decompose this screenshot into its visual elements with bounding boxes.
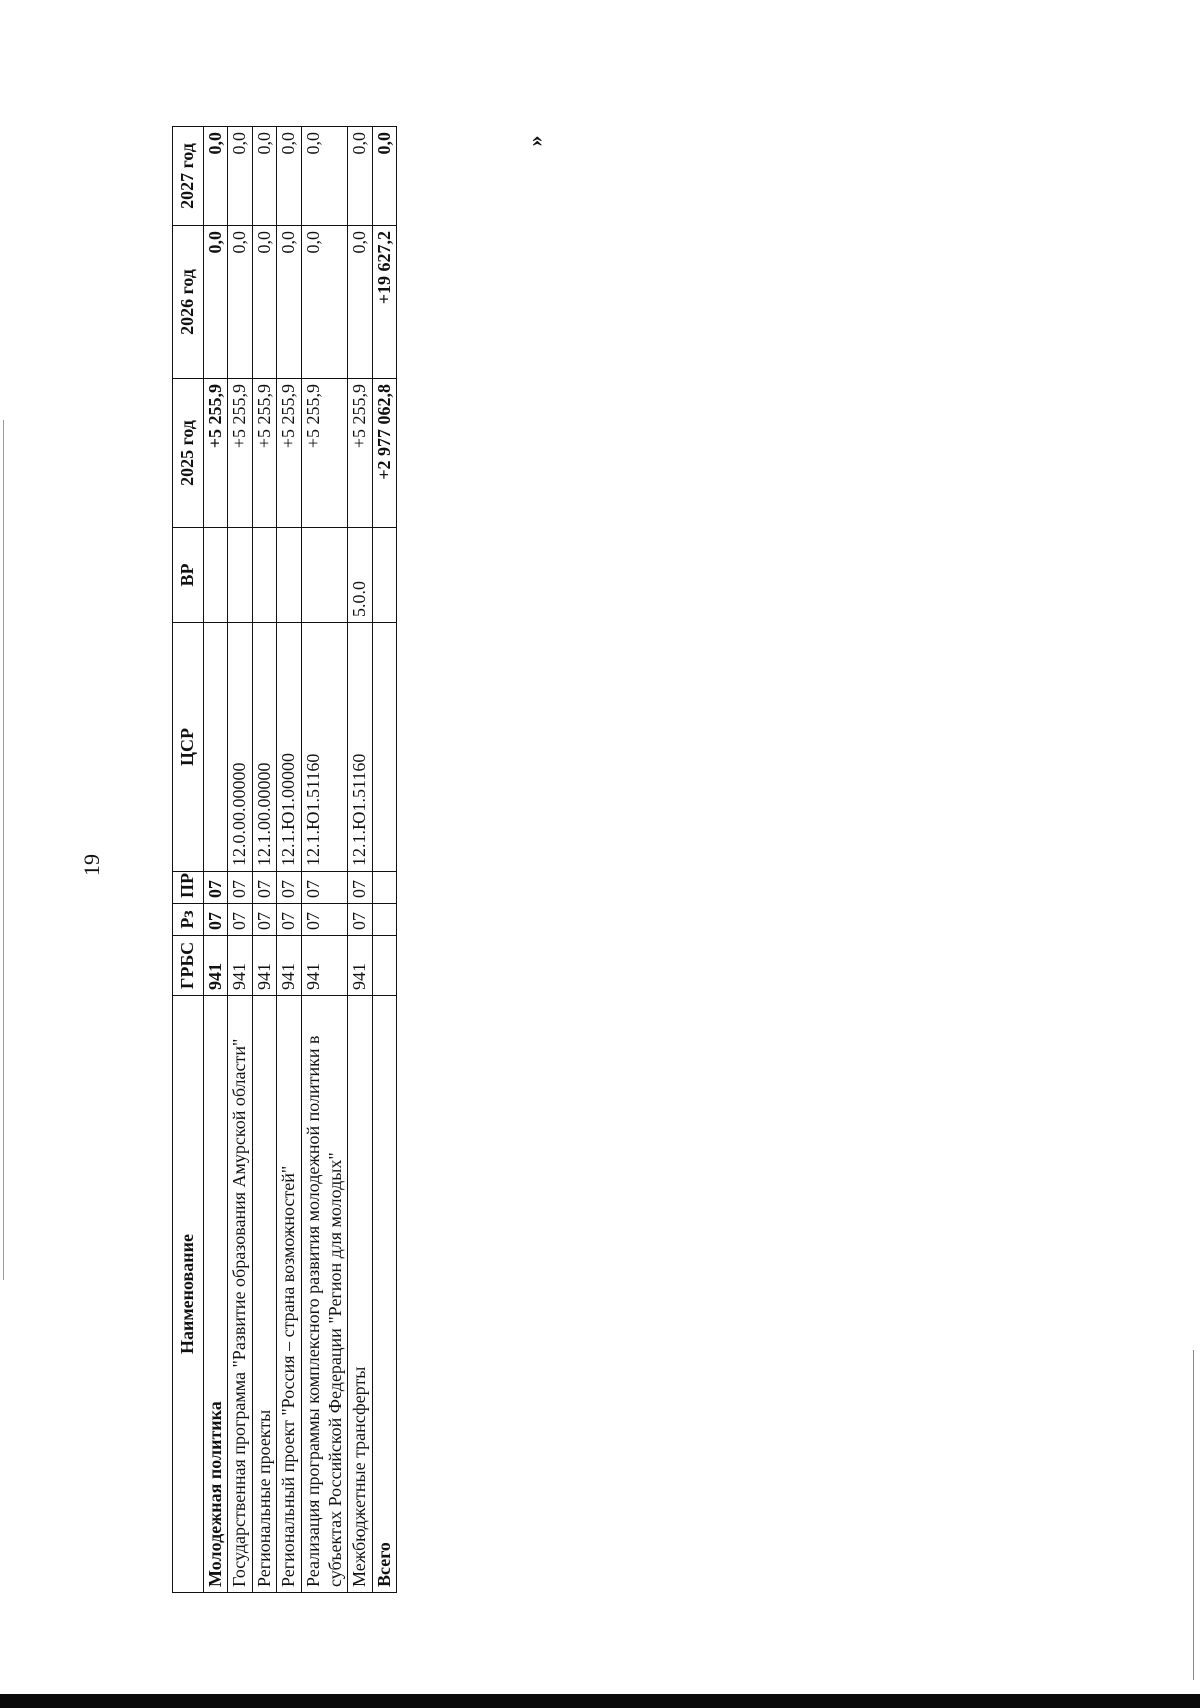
cell-rz: 07	[301, 904, 347, 936]
cell-grbs: 941	[277, 936, 302, 996]
cell-2026: +19 627,2	[372, 226, 397, 379]
cell-vr	[301, 528, 347, 623]
cell-pr: 07	[348, 872, 373, 904]
cell-2026: 0,0	[348, 226, 373, 379]
header-2025: 2025 год	[173, 379, 204, 528]
table-row	[252, 127, 277, 1593]
cell-2027: 0,0	[228, 127, 253, 226]
cell-pr: 07	[252, 872, 277, 904]
cell-csr: 12.1.Ю1.51160	[301, 623, 347, 872]
cell-vr	[203, 528, 228, 623]
cell-csr: 12.0.00.00000	[228, 623, 253, 872]
cell-pr: 07	[277, 872, 302, 904]
cell-csr	[372, 623, 397, 872]
page-number: 19	[79, 854, 104, 876]
cell-rz: 07	[277, 904, 302, 936]
table-row-total	[372, 127, 397, 1593]
cell-2025: +5 255,9	[348, 379, 373, 528]
cell-grbs: 941	[348, 936, 373, 996]
cell-pr: 07	[203, 872, 228, 904]
cell-2027: 0,0	[301, 127, 347, 226]
cell-grbs: 941	[252, 936, 277, 996]
cell-2027: 0,0	[203, 127, 228, 226]
table-row	[301, 127, 347, 1593]
cell-2027: 0,0	[372, 127, 397, 226]
header-grbs: ГРБС	[173, 936, 204, 996]
header-pr: ПР	[173, 872, 204, 904]
cell-name: Молодежная политика	[203, 996, 228, 1593]
cell-vr	[252, 528, 277, 623]
cell-grbs: 941	[301, 936, 347, 996]
cell-csr: 12.1.00.00000	[252, 623, 277, 872]
cell-pr: 07	[228, 872, 253, 904]
table-row	[203, 127, 228, 1593]
cell-vr	[372, 528, 397, 623]
cell-grbs: 941	[228, 936, 253, 996]
header-2027: 2027 год	[173, 127, 204, 226]
cell-2025: +5 255,9	[301, 379, 347, 528]
cell-2026: 0,0	[203, 226, 228, 379]
cell-2027: 0,0	[277, 127, 302, 226]
cell-vr	[277, 528, 302, 623]
table-row	[228, 127, 253, 1593]
cell-name: Межбюджетные трансферты	[348, 996, 373, 1593]
cell-csr: 12.1.Ю1.00000	[277, 623, 302, 872]
cell-rz: 07	[348, 904, 373, 936]
cell-vr	[228, 528, 253, 623]
cell-2025: +5 255,9	[252, 379, 277, 528]
rotated-table-container	[172, 127, 564, 1593]
cell-pr: 07	[301, 872, 347, 904]
closing-quote: »	[522, 135, 548, 147]
cell-rz: 07	[228, 904, 253, 936]
header-csr: ЦСР	[173, 623, 204, 872]
cell-grbs	[372, 936, 397, 996]
cell-rz: 07	[203, 904, 228, 936]
scan-edge-left	[3, 420, 4, 1280]
table-row	[348, 127, 373, 1593]
cell-csr	[203, 623, 228, 872]
cell-name: Государственная программа "Развитие образования Амурской области"	[228, 996, 253, 1593]
cell-2025: +5 255,9	[203, 379, 228, 528]
cell-rz: 07	[252, 904, 277, 936]
cell-2026: 0,0	[252, 226, 277, 379]
table-row	[277, 127, 302, 1593]
scan-edge-right	[1193, 1350, 1194, 1680]
header-row	[173, 127, 204, 1593]
cell-csr: 12.1.Ю1.51160	[348, 623, 373, 872]
header-2026: 2026 год	[173, 226, 204, 379]
cell-name: Региональный проект "Россия – страна возможностей"	[277, 996, 302, 1593]
cell-2026: 0,0	[228, 226, 253, 379]
cell-2027: 0,0	[348, 127, 373, 226]
cell-rz	[372, 904, 397, 936]
scan-bottom-bar	[0, 1694, 1200, 1708]
header-rz: Рз	[173, 904, 204, 936]
cell-2026: 0,0	[301, 226, 347, 379]
cell-name: Региональные проекты	[252, 996, 277, 1593]
budget-table	[172, 126, 397, 1593]
cell-2025: +2 977 062,8	[372, 379, 397, 528]
cell-name: Всего	[372, 996, 397, 1593]
cell-2026: 0,0	[277, 226, 302, 379]
cell-grbs: 941	[203, 936, 228, 996]
cell-pr	[372, 872, 397, 904]
header-name: Наименование	[173, 996, 204, 1593]
cell-name: Реализация программы комплексного развития молодежной политики в субъектах Российской Федерации "Регион для молодых"	[301, 996, 347, 1593]
cell-2027: 0,0	[252, 127, 277, 226]
cell-2025: +5 255,9	[228, 379, 253, 528]
cell-2025: +5 255,9	[277, 379, 302, 528]
header-vr: ВР	[173, 528, 204, 623]
cell-vr: 5.0.0	[348, 528, 373, 623]
